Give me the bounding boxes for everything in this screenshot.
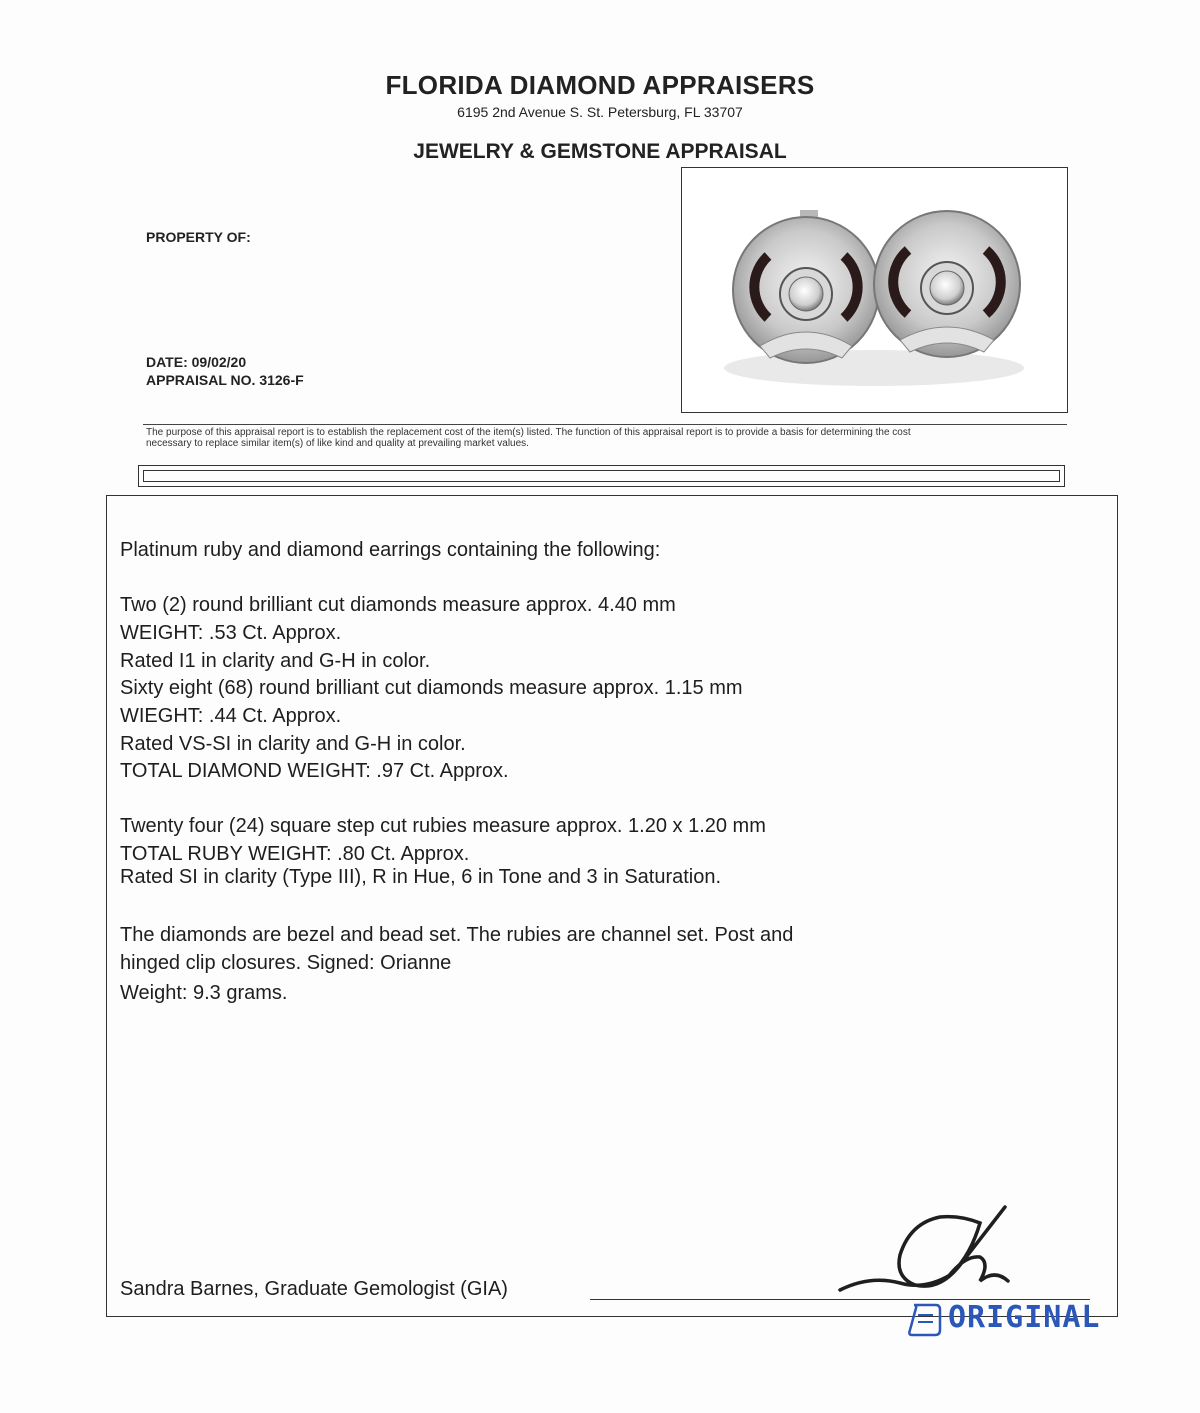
description-line: Rated I1 in clarity and G-H in color. <box>120 650 431 672</box>
handwritten-signature <box>830 1195 1020 1305</box>
description-line: Twenty four (24) square step cut rubies measure approx. 1.20 x 1.20 mm <box>120 815 766 837</box>
earrings-photo <box>681 167 1068 413</box>
signer-name: Sandra Barnes, Graduate Gemologist (GIA) <box>120 1278 508 1300</box>
description-line: TOTAL RUBY WEIGHT: .80 Ct. Approx. <box>120 843 470 865</box>
separator-bar <box>138 465 1065 487</box>
appraisal-value: 3126-F <box>259 372 304 388</box>
description-line: Rated VS-SI in clarity and G-H in color. <box>120 733 466 755</box>
description-line: WEIGHT: .53 Ct. Approx. <box>120 622 342 644</box>
appraisal-label: APPRAISAL NO. <box>146 372 256 388</box>
date-row <box>146 354 246 370</box>
purpose-line-2: necessary to replace similar item(s) of like kind and quality at prevailing market values. <box>146 438 529 449</box>
date-value: 09/02/20 <box>191 354 247 370</box>
description-line: WIEGHT: .44 Ct. Approx. <box>120 705 342 727</box>
description-line: Weight: 9.3 grams. <box>120 982 288 1004</box>
scroll-stamp-icon <box>906 1300 946 1340</box>
purpose-statement <box>146 427 1076 449</box>
company-name: FLORIDA DIAMOND APPRAISERS <box>385 70 815 100</box>
appraisal-number-row <box>146 372 304 388</box>
left-earring <box>733 210 879 363</box>
property-label: PROPERTY OF: <box>146 229 251 245</box>
description-intro: Platinum ruby and diamond earrings containing the following: <box>120 539 661 561</box>
header-divider <box>143 424 1067 425</box>
description-line: Two (2) round brilliant cut diamonds measure approx. 4.40 mm <box>120 594 676 616</box>
description-line: The diamonds are bezel and bead set. The rubies are channel set. Post and <box>120 924 794 946</box>
description-box <box>106 495 1118 1317</box>
document-title: JEWELRY & GEMSTONE APPRAISAL <box>413 140 787 163</box>
date-label: DATE: <box>146 354 188 370</box>
description-line: hinged clip closures. Signed: Orianne <box>120 952 452 974</box>
right-earring <box>874 211 1020 357</box>
original-stamp: ORIGINAL <box>948 1300 1101 1335</box>
earrings-illustration <box>682 168 1067 412</box>
description-line: TOTAL DIAMOND WEIGHT: .97 Ct. Approx. <box>120 760 509 782</box>
description-line: Rated SI in clarity (Type III), R in Hue, 6 in Tone and 3 in Saturation. <box>120 866 722 888</box>
description-line: Sixty eight (68) round brilliant cut diamonds measure approx. 1.15 mm <box>120 677 743 699</box>
company-address: 6195 2nd Avenue S. St. Petersburg, FL 33707 <box>457 104 743 120</box>
purpose-line-1: The purpose of this appraisal report is to establish the replacement cost of the item(s) listed. The function of this appraisal report is to provide a basis for determining the cost <box>146 427 911 438</box>
